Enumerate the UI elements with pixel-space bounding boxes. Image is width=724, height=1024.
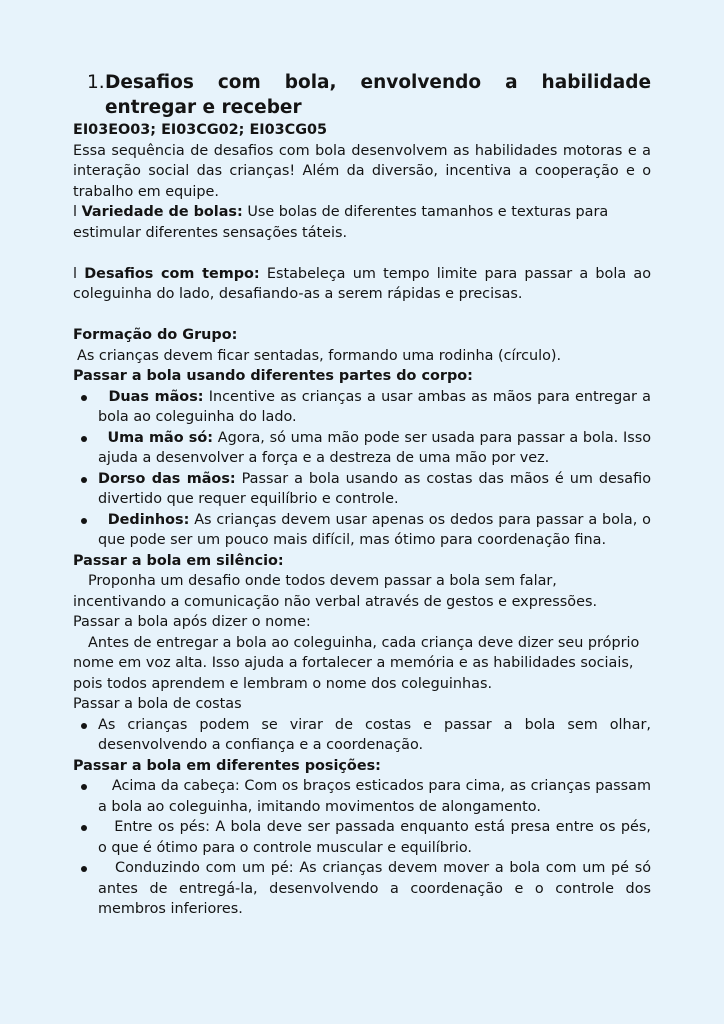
list-item [73, 776, 651, 817]
formacao-title: Formação do Grupo: [73, 327, 238, 343]
section-title: Desafios com bola, envolvendo a habilidade entregar e receber [105, 72, 651, 118]
nome-text: Antes de entregar a bola ao coleguinha, cada criança deve dizer seu próprio nome em voz alta. Isso ajuda a fortalecer a memória e as habilidades sociais, pois todos aprendem e lembram o nome dos coleguinhas. [73, 634, 640, 692]
bullet-icon [81, 518, 87, 524]
list-item [73, 858, 651, 920]
section-number: 1. [87, 72, 105, 93]
partes-title: Passar a bola usando diferentes partes do corpo: [73, 368, 473, 384]
list-item [73, 510, 651, 551]
variedade-mark: l [73, 204, 77, 220]
item-text: Acima da cabeça: Com os braços esticados para cima, as crianças passam a bola ao coleguinha, imitando movimentos de alongamento. [98, 778, 651, 815]
variedade-label: Variedade de bolas: [81, 204, 243, 220]
section-heading [87, 70, 651, 120]
silencio-title: Passar a bola em silêncio: [73, 552, 284, 569]
item-text: Incentive as crianças a usar ambas as mãos para entregar a bola ao coleguinha do lado. [98, 388, 651, 425]
list-item [73, 469, 651, 510]
posicoes-title: Passar a bola em diferentes posições: [73, 757, 381, 774]
item-label: Duas mãos: [108, 388, 204, 405]
costas-title: Passar a bola de costas [73, 696, 242, 712]
formacao-text: As crianças devem ficar sentadas, formando uma rodinha (círculo). [77, 347, 562, 364]
silencio-text: Proponha um desafio onde todos devem passar a bola sem falar, incentivando a comunicação não verbal através de gestos e expressões. [73, 573, 598, 610]
partes-list [73, 387, 651, 551]
tempo-mark: l [73, 265, 77, 282]
nome-title: Passar a bola após dizer o nome: [73, 614, 311, 630]
variedade-text: Use bolas de diferentes tamanhos e texturas para estimular diferentes sensações táteis. [73, 204, 609, 241]
bullet-icon [81, 784, 87, 790]
item-label: Dorso das mãos: [98, 470, 236, 487]
list-item [73, 387, 651, 428]
list-item [73, 817, 651, 858]
bullet-icon [81, 723, 87, 729]
item-label: Dedinhos: [107, 511, 190, 528]
bullet-icon [81, 866, 87, 872]
intro-paragraph: Essa sequência de desafios com bola desenvolvem as habilidades motoras e a interação social das crianças! Além da diversão, incentiva a cooperação e o trabalho em equipe. [73, 142, 651, 200]
list-item [73, 428, 651, 469]
variedade-paragraph [73, 202, 651, 243]
item-text: Passar a bola usando as costas das mãos é um desafio divertido que requer equilíbrio e controle. [98, 470, 651, 507]
bullet-icon [81, 825, 87, 831]
tempo-label: Desafios com tempo: [84, 265, 260, 282]
costas-list [73, 715, 651, 756]
item-text: As crianças podem se virar de costas e passar a bola sem olhar, desenvolvendo a confiança e a coordenação. [98, 716, 651, 753]
item-text: Agora, só uma mão pode ser usada para passar a bola. Isso ajuda a desenvolver a força e a destreza de uma mão por vez. [98, 429, 651, 466]
bullet-icon [81, 477, 87, 483]
item-text: Conduzindo com um pé: As crianças devem mover a bola com um pé só antes de entregá-la, desenvolvendo a coordenação e o controle dos membros inferiores. [98, 860, 651, 917]
posicoes-list [73, 776, 651, 920]
bullet-icon [81, 395, 87, 401]
list-item [73, 715, 651, 756]
tempo-text: Estabeleça um tempo limite para passar a bola ao coleguinha do lado, desafiando-as a serem rápidas e precisas. [73, 265, 651, 302]
document-content [73, 70, 651, 920]
item-label: Uma mão só: [107, 429, 214, 446]
spacer [73, 243, 651, 264]
item-text: As crianças devem usar apenas os dedos para passar a bola, o que pode ser um pouco mais difícil, mas ótimo para coordenação fina. [98, 511, 651, 548]
bullet-icon [81, 436, 87, 442]
item-text: Entre os pés: A bola deve ser passada enquanto está presa entre os pés, o que é ótimo para o controle muscular e equilíbrio. [98, 819, 651, 856]
tempo-paragraph [73, 264, 651, 305]
bncc-codes: EI03EO03; EI03CG02; EI03CG05 [73, 122, 328, 138]
spacer [73, 305, 651, 326]
